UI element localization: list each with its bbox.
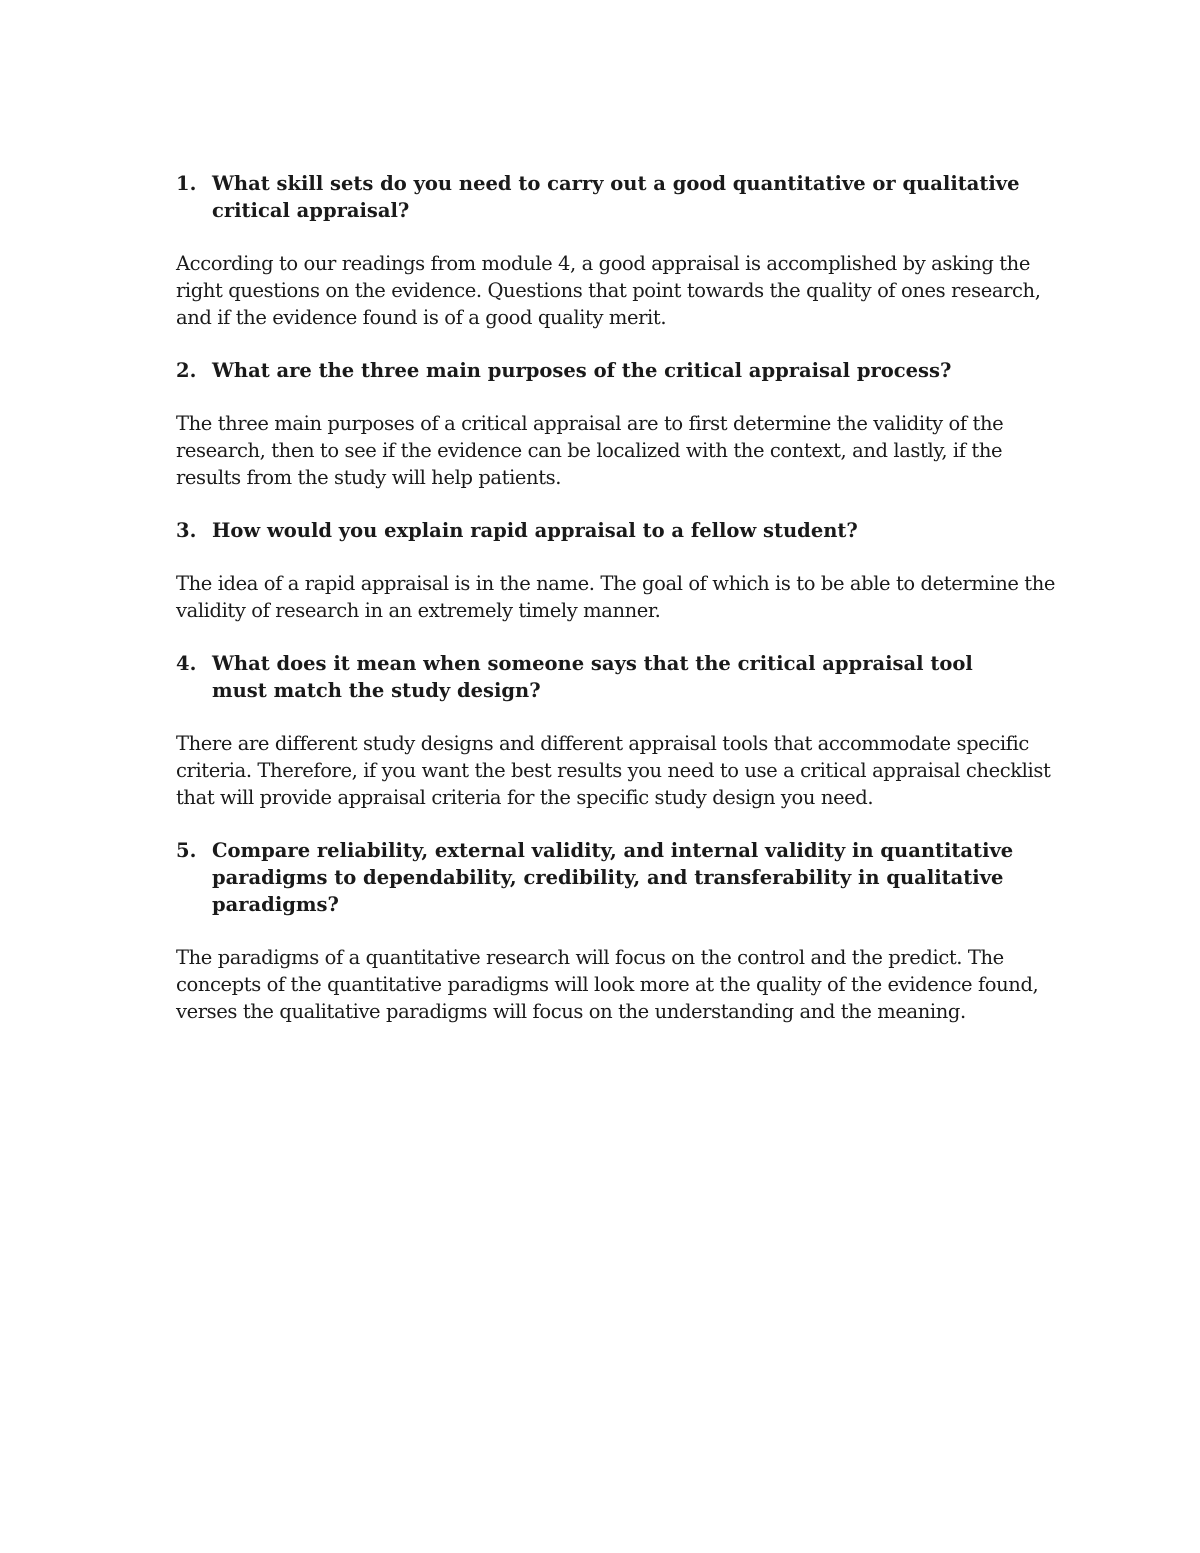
answer-3: The idea of a rapid appraisal is in the name. The goal of which is to be able to determine the validity of research in an extremely timely manner. (176, 572, 1056, 622)
qa-item-3 (176, 517, 1066, 624)
question-text: What are the three main purposes of the critical appraisal process? (212, 359, 952, 382)
answer-1: According to our readings from module 4, a good appraisal is accomplished by asking the right questions on the evidence. Questions that point towards the quality of ones research, and if the evidence found is of a good quality merit. (176, 252, 1041, 329)
question-text: What does it mean when someone says that the critical appraisal tool must match the study design? (212, 652, 973, 702)
qa-item-5 (176, 837, 1066, 1025)
question-number: 5. (176, 839, 197, 862)
answer-4: There are different study designs and different appraisal tools that accommodate specific criteria. Therefore, if you want the best results you need to use a critical appraisal checklist that will provide appraisal criteria for the specific study design you need. (176, 732, 1051, 809)
question-5 (176, 837, 1066, 918)
qa-item-2 (176, 357, 1066, 491)
question-text: What skill sets do you need to carry out a good quantitative or qualitative critical appraisal? (212, 172, 1020, 222)
answer-5: The paradigms of a quantitative research will focus on the control and the predict. The concepts of the quantitative paradigms will look more at the quality of the evidence found, verses the qualitative paradigms will focus on the understanding and the meaning. (176, 946, 1039, 1023)
question-text: Compare reliability, external validity, and internal validity in quantitative paradigms to dependability, credibility, and transferability in qualitative paradigms? (212, 839, 1014, 916)
question-3 (176, 517, 1066, 544)
question-number: 1. (176, 172, 197, 195)
question-2 (176, 357, 1066, 384)
question-number: 2. (176, 359, 197, 382)
document-body (176, 170, 1066, 1051)
question-text: How would you explain rapid appraisal to a fellow student? (212, 519, 858, 542)
question-4 (176, 650, 1066, 704)
answer-2: The three main purposes of a critical appraisal are to first determine the validity of the research, then to see if the evidence can be localized with the context, and lastly, if the results from the study will help patients. (176, 412, 1004, 489)
question-number: 3. (176, 519, 197, 542)
qa-item-1 (176, 170, 1066, 331)
qa-item-4 (176, 650, 1066, 811)
question-number: 4. (176, 652, 197, 675)
question-1 (176, 170, 1066, 224)
